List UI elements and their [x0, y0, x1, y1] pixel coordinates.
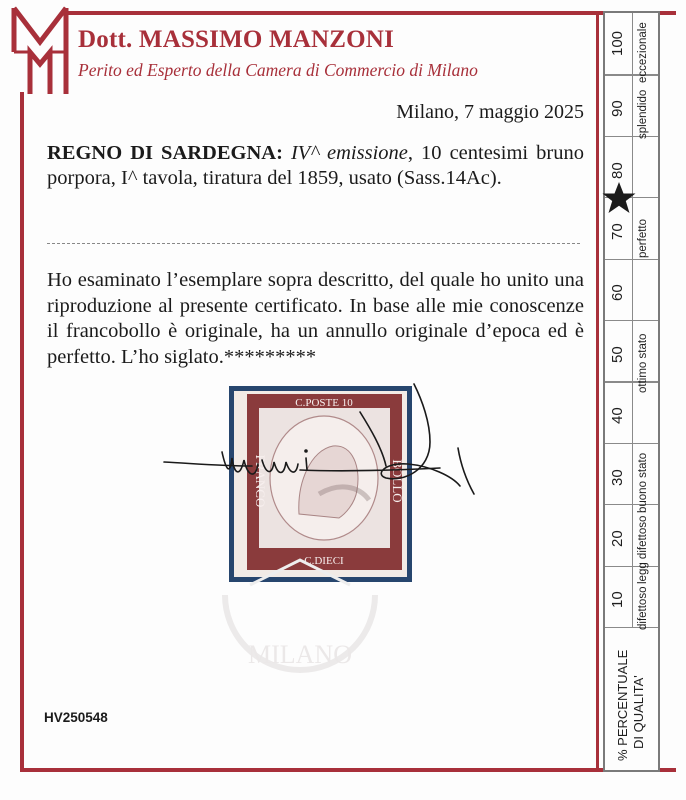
scale-divider-horizontal: [605, 566, 658, 567]
dashed-divider: [47, 243, 580, 244]
frame-left-border: [20, 92, 24, 772]
scale-divider-horizontal: [605, 504, 658, 505]
stamp-bottom-text: C.DIECI: [304, 555, 344, 567]
description-details: , 10 centesimi bruno porpora, I^ tavola, tiratura del 1859, usato (Sass.14Ac).: [47, 142, 584, 189]
quality-scale-column: [603, 11, 660, 772]
quality-percentage-sublabel: DI QUALITA': [631, 675, 646, 749]
grade-label-30: buono stato: [637, 452, 649, 514]
frame-right-border: [596, 11, 599, 772]
expert-statement: Ho esaminato l’esemplare sopra descritto, del quale ho unito una riproduzione al presente certificato. In base alle mie conoscenze il francobollo è originale, ha un annullo originale d’epoca ed è perfetto. L’ho siglato.*********: [47, 269, 584, 368]
scale-divider-horizontal: [605, 627, 658, 628]
frame-top-border: [62, 11, 676, 15]
scale-divider-horizontal: [605, 259, 658, 260]
grade-number-20: 20: [609, 530, 626, 547]
expert-subtitle: Perito ed Esperto della Camera di Commercio di Milano: [78, 60, 478, 80]
scale-divider-horizontal: [605, 320, 658, 321]
grade-label-20: legg difettoso: [637, 515, 649, 584]
grade-label-50: ottimo stato: [637, 333, 649, 394]
grade-number-30: 30: [609, 468, 626, 486]
stamp-image: [229, 386, 412, 582]
grade-label-100: eccezionale: [637, 22, 649, 84]
grade-number-90: 90: [609, 100, 626, 118]
grade-number-50: 50: [609, 346, 626, 363]
grade-star-icon: [601, 180, 637, 216]
expert-name: Dott. MASSIMO MANZONI: [78, 26, 394, 53]
frame-bottom-border: [20, 768, 676, 772]
grade-label-70: perfetto: [637, 219, 649, 259]
scale-divider-horizontal: [605, 443, 658, 444]
description-emission: IV^ emissione: [290, 142, 408, 164]
grade-number-40: 40: [609, 407, 626, 425]
stamp-right-text: BOLLO: [390, 459, 405, 503]
mm-monogram-logo: [8, 2, 72, 96]
grade-label-10: difettoso: [637, 586, 649, 630]
scale-divider-horizontal: [605, 136, 658, 137]
quality-percentage-label: % PERCENTUALE: [615, 649, 630, 761]
grade-number-100: 100: [609, 30, 626, 56]
watermark-text: MILANO: [248, 640, 352, 669]
certificate-id: HV250548: [44, 710, 108, 725]
stamp-left-text: FRANCO: [253, 454, 268, 508]
grade-number-80: 80: [609, 161, 626, 179]
scale-divider-horizontal: [605, 74, 658, 75]
grade-label-90: splendido: [637, 89, 649, 139]
certificate-date: Milano, 7 maggio 2025: [396, 101, 584, 123]
description-country: REGNO DI SARDEGNA:: [47, 142, 283, 164]
grade-number-70: 70: [609, 223, 626, 240]
grade-number-10: 10: [609, 591, 626, 609]
stamp-description: [47, 141, 584, 191]
scale-divider-horizontal: [605, 381, 658, 382]
stamp-top-text: C.POSTE 10: [295, 397, 353, 409]
milano-watermark-seal: [215, 555, 385, 680]
grade-number-60: 60: [609, 284, 626, 302]
